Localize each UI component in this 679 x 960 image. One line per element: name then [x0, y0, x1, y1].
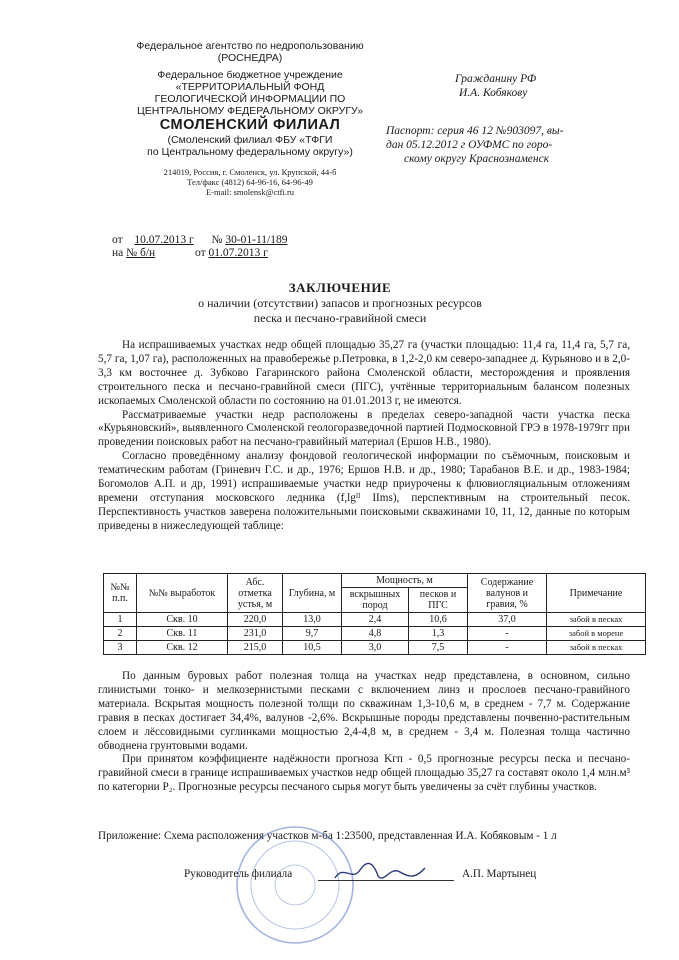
cell-overburden: 4,8: [342, 627, 409, 641]
document-title: ЗАКЛЮЧЕНИЕ: [288, 280, 392, 295]
cell-elev: 215,0: [228, 641, 283, 655]
paragraph: По данным буровых работ полезная толща на участках недр представлена, в основном, сильно глинистыми тонко- и мелкозернистыми песками с включением линз и прослоев песчано-гравийного материала. Вскрытая мощность полезной толщи по скважинам 1,3-10,6 м, в среднем - 7,7 м. Содержание гравия в песках достигает 34,4%, валунов -2,6%. Вскрышные породы представлены почвенно-растительным слоем и лёссовидными суглинками мощностью 2,4-4,8 м, в среднем - 3,4 м. Полезная толща частично обводнена грунтовыми водами.: [98, 670, 630, 752]
cell-num: 3: [104, 641, 137, 655]
institution-line: Федеральное бюджетное учреждение: [157, 69, 343, 81]
passport-line: Паспорт: серия 46 12 №903097, вы-: [386, 125, 564, 137]
signatory-title: Руководитель филиала: [184, 868, 293, 880]
branch-name: СМОЛЕНСКИЙ ФИЛИАЛ: [159, 117, 341, 133]
institution-line: «ТЕРРИТОРИАЛЬНЫЙ ФОНД: [175, 81, 325, 93]
th-note: Примечание: [547, 574, 646, 613]
letterhead: [100, 40, 400, 197]
th-num: №№ п.п.: [104, 574, 137, 613]
th-well: №№ выработок: [137, 574, 228, 613]
cell-num: 1: [104, 613, 137, 627]
wells-table: [103, 573, 646, 655]
th-sand: песков и ПГС: [409, 588, 468, 613]
document-heading: [120, 280, 560, 326]
document-refs: [112, 234, 288, 260]
paragraph: При принятом коэффициенте надёжности прогноза Kгп - 0,5 прогнозные ресурсы песка и песчано-гравийной смеси в границе испрашиваемых участков недр общей площадью 35,27 га составят около 1,4 млн.м³ по категории P₂. Прогнозные ресурсы песчаного сырья могут быть увеличены за счёт глубины участков.: [98, 753, 630, 794]
cell-elev: 220,0: [228, 613, 283, 627]
body-section-2: [98, 670, 630, 795]
th-thickness: Мощность, м: [342, 574, 468, 588]
document-subtitle: песка и песчано-гравийной смеси: [253, 311, 427, 325]
passport-line: скому округу Краснознаменск: [404, 153, 550, 165]
passport-info: [386, 124, 626, 166]
cell-note: забой в песках: [547, 641, 646, 655]
document-subtitle: о наличии (отсутствии) запасов и прогнозных ресурсов: [198, 296, 482, 310]
th-overburden: вскрышных пород: [342, 588, 409, 613]
cell-sand: 7,5: [409, 641, 468, 655]
cell-content: -: [468, 641, 547, 655]
ref-date2: 01.07.2013 г: [208, 247, 268, 259]
branch-full-line: по Центральному федеральному округу»): [147, 146, 353, 158]
cell-well: Скв. 10: [137, 613, 228, 627]
agency-abbr: (РОСНЕДРА): [217, 52, 283, 64]
th-depth: Глубина, м: [283, 574, 342, 613]
address: 214019, Россия, г. Смоленск, ул. Крупской, 44-б: [163, 167, 337, 177]
cell-elev: 231,0: [228, 627, 283, 641]
cell-overburden: 2,4: [342, 613, 409, 627]
recipient-line: Гражданину РФ: [455, 73, 537, 85]
cell-content: -: [468, 627, 547, 641]
paragraph: Рассматриваемые участки недр расположены в пределах северо-западной части участка песка «Курьяновский», выявленного Смоленской геологоразведочной партией Подмосковной ГРЭ в 1978-1979гг при проведении поисковых работ на песчано-гравийный материал (Ершов Н.В., 1980).: [98, 408, 630, 449]
ref-date: 10.07.2013 г: [134, 234, 194, 246]
institution-line: ЦЕНТРАЛЬНОМУ ФЕДЕРАЛЬНОМУ ОКРУГУ»: [136, 105, 364, 117]
table-row: [104, 641, 646, 655]
ref-from-label: от: [112, 234, 123, 246]
cell-note: забой в песках: [547, 613, 646, 627]
recipient: [455, 72, 536, 100]
phone: Тел/факс (4812) 64-96-16, 64-96-49: [187, 177, 313, 187]
appendix: Приложение: Схема расположения участков м-ба 1:23500, представленная И.А. Кобяковым - 1 л: [98, 830, 557, 842]
paragraph: Согласно проведённому анализу фондовой геологической информации по съёмочным, поисковым и тематическим работам (Гриневич Г.С. и др., 1976; Ершов Н.В. и др., 1980; Тарабанов В.Е. и др., 1983-1984; Богомолов А.П. и др, 1991) испрашиваемые участки недр приурочены к флювиогляциальным отложениям времени отступания московского ледника (f,lgᴵᴵ IIms), перспективным на строительный песок. Перспективность участков заверена положительными поисковыми скважинами 10, 11, 12, данные по которым приведены в нижеследующей таблице:: [98, 450, 630, 532]
cell-content: 37,0: [468, 613, 547, 627]
cell-well: Скв. 11: [137, 627, 228, 641]
ref-from2-label: от: [195, 247, 206, 259]
passport-line: дан 05.12.2012 г ОУФМС по горо-: [386, 139, 553, 151]
cell-depth: 10,5: [283, 641, 342, 655]
cell-sand: 10,6: [409, 613, 468, 627]
table-row: [104, 627, 646, 641]
agency-name: Федеральное агентство по недропользованию: [136, 40, 364, 52]
email: E-mail: smolensk@ctfi.ru: [205, 187, 295, 197]
wells-table-wrap: [103, 573, 646, 655]
th-content: Содержание валунов и гравия, %: [468, 574, 547, 613]
recipient-name: И.А. Кобякову: [459, 87, 528, 99]
table-row: [104, 613, 646, 627]
cell-well: Скв. 12: [137, 641, 228, 655]
cell-overburden: 3,0: [342, 641, 409, 655]
cell-depth: 9,7: [283, 627, 342, 641]
ref-to-label: на: [112, 247, 124, 259]
cell-note: забой в морене: [547, 627, 646, 641]
ref-number-prefix: №: [211, 234, 223, 246]
handwritten-signature: [330, 860, 430, 886]
signatory-name: А.П. Мартынец: [462, 868, 537, 880]
th-elev: Абс. отметка устья, м: [228, 574, 283, 613]
branch-full-line: (Смоленский филиал ФБУ «ТФГИ: [167, 134, 333, 146]
body-section-1: [98, 339, 630, 534]
ref-to-number: № б/н: [126, 247, 156, 259]
cell-sand: 1,3: [409, 627, 468, 641]
ref-number: 30-01-11/189: [225, 234, 288, 246]
institution-line: ГЕОЛОГИЧЕСКОЙ ИНФОРМАЦИИ ПО: [154, 93, 346, 105]
paragraph: На испрашиваемых участках недр общей площадью 35,27 га (участки площадью: 11,4 га, 11,4 га, 5,7 га, 5,7 га, 1,07 га), расположенных на правобережье р.Петровка, в 1,2-2,0 км северо-западнее д. Курьяново и в 2,0-3,3 км восточнее д. Зубково Гагаринского района Смоленской области, месторождения и проявления строительного песка и песчано-гравийной смеси (ПГС), учтённые территориальным балансом полезных ископаемых Смоленской области по состоянию на 01.01.2013 г, не имеются.: [98, 339, 630, 407]
cell-num: 2: [104, 627, 137, 641]
cell-depth: 13,0: [283, 613, 342, 627]
